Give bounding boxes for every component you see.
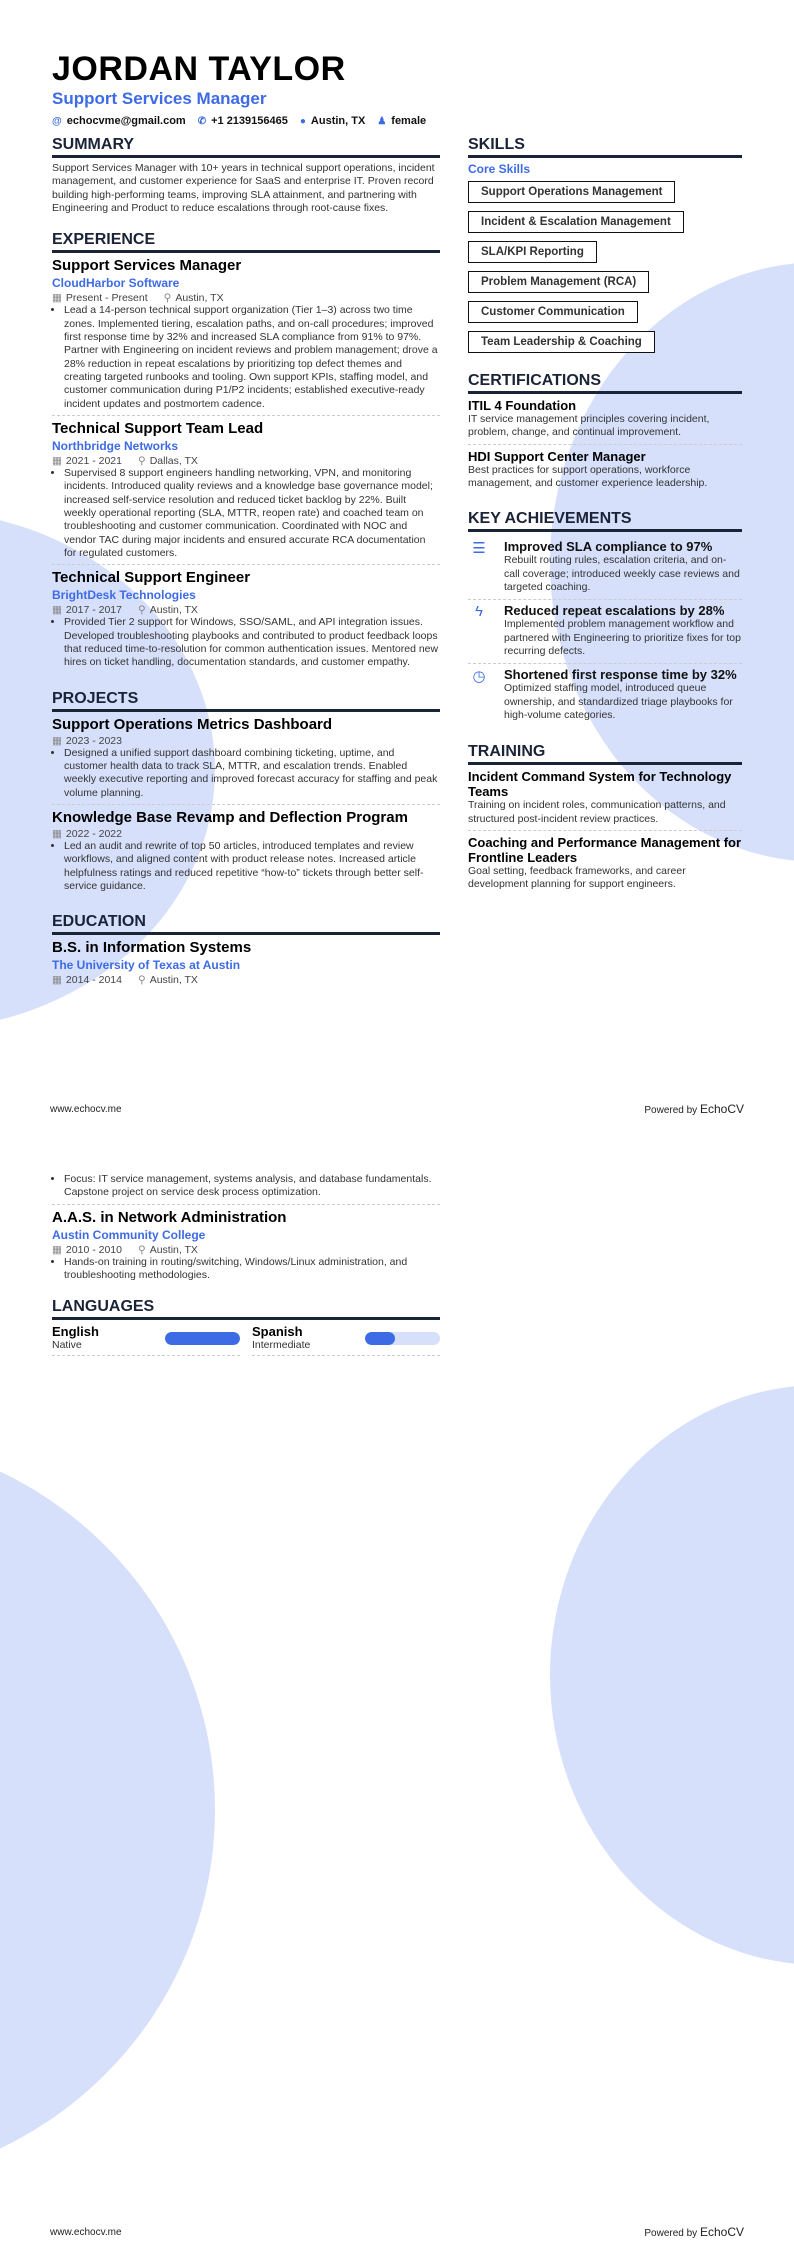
- dates: ▦ Present - Present: [52, 292, 148, 305]
- decorative-circle: [550, 1385, 794, 1965]
- experience-item: [52, 257, 440, 416]
- location: ⚲ Austin, TX: [137, 974, 198, 987]
- training-desc: Goal setting, feedback frameworks, and career development planning for support engineers.: [468, 864, 686, 891]
- dates: ▦ 2022 - 2022: [52, 827, 122, 840]
- location: ⚲ Dallas, TX: [137, 454, 198, 467]
- company: BrightDesk Technologies: [52, 588, 196, 603]
- bullet: • Hands-on training in routing/switching, Windows/Linux administration, and troubleshooting methodologies.: [64, 1256, 440, 1283]
- company: CloudHarbor Software: [52, 276, 180, 291]
- location-pin-icon: ⚲: [137, 1243, 146, 1256]
- training-name: Incident Command System for Technology Teams: [468, 769, 732, 800]
- footer-powered: [644, 2225, 744, 2239]
- dates: ▦ 2010 - 2010: [52, 1243, 122, 1256]
- location-pin-icon: ●: [299, 116, 306, 127]
- language-name: Spanish: [252, 1324, 303, 1340]
- training-name: Coaching and Performance Management for Frontline Leaders: [468, 834, 742, 865]
- certification-name: ITIL 4 Foundation: [468, 398, 577, 413]
- achievement-desc: Rebuilt routing rules, escalation criteria, and on-call coverage; introduced weekly case reviews and targeted coaching.: [504, 554, 740, 593]
- dates: ▦ 2014 - 2014: [52, 974, 122, 987]
- achievement-item: [468, 600, 742, 664]
- section-heading: CERTIFICATIONS: [468, 372, 742, 394]
- powered-by-text: Powered by: [644, 2228, 698, 2239]
- language-name: English: [52, 1324, 99, 1340]
- footer-powered: [644, 1102, 744, 1116]
- candidate-title: Support Services Manager: [52, 89, 267, 108]
- language-level: Native: [52, 1339, 82, 1352]
- education-item-continued: [52, 1173, 440, 1205]
- school: Austin Community College: [52, 1227, 206, 1242]
- language-level: Intermediate: [252, 1339, 311, 1352]
- right-column: [468, 120, 742, 898]
- location: ⚲ Austin, TX: [137, 1243, 198, 1256]
- skill-chip: Problem Management (RCA): [468, 271, 649, 293]
- left-column: [52, 120, 440, 986]
- location-pin-icon: ⚲: [137, 974, 146, 987]
- gender-text: female: [391, 115, 427, 127]
- project-item: [52, 809, 440, 897]
- skill-chip: SLA/KPI Reporting: [468, 241, 597, 263]
- location-pin-icon: ⚲: [137, 454, 146, 467]
- location: ⚲ Austin, TX: [163, 292, 224, 305]
- experience-item: [52, 569, 440, 673]
- job-title: Support Services Manager: [52, 257, 242, 275]
- footer-site[interactable]: www.echocv.me: [50, 1104, 122, 1115]
- education-item: [52, 939, 440, 986]
- training-desc: Training on incident roles, communication patterns, and structured post-incident review practices.: [468, 799, 726, 825]
- training-item: [468, 835, 742, 896]
- proficiency-bar: [165, 1332, 240, 1345]
- brand-logo: EchoCV: [699, 1102, 744, 1116]
- bullet: • Led an audit and rewrite of top 50 articles, introduced templates and review workflows, and aligned content with product release notes. Increased article helpfulness ratings and reduced repetitive “how-to” tickets through better self-service guidance.: [64, 840, 440, 893]
- section-heading: KEY ACHIEVEMENTS: [468, 510, 742, 532]
- company: Northbridge Networks: [52, 438, 179, 453]
- degree: A.A.S. in Network Administration: [52, 1208, 287, 1226]
- job-title: Technical Support Engineer: [52, 569, 251, 587]
- bullet: • Designed a unified support dashboard combining ticketing, uptime, and customer health data to track SLA, MTTR, and escalation trends. Enabled weekly executive reporting and improved forecast accuracy for staffing and peak volume planning.: [64, 747, 440, 800]
- achievement-title: Shortened first response time by 32%: [504, 667, 737, 683]
- email-text: echocvme@gmail.com: [66, 115, 186, 127]
- achievement-title: Reduced repeat escalations by 28%: [504, 603, 725, 619]
- calendar-icon: ▦: [52, 734, 62, 747]
- dates: ▦ 2017 - 2017: [52, 604, 122, 617]
- person-icon: ♟: [377, 116, 387, 127]
- training-item: [468, 769, 742, 831]
- dates: ▦ 2021 - 2021: [52, 454, 122, 467]
- phone-text: +1 2139156465: [211, 115, 288, 127]
- left-column: [52, 1173, 440, 1356]
- language-item: [252, 1324, 440, 1355]
- section-heading: TRAINING: [468, 743, 742, 765]
- section-heading: SKILLS: [468, 136, 742, 158]
- degree: B.S. in Information Systems: [52, 939, 252, 957]
- project-title: Support Operations Metrics Dashboard: [52, 715, 333, 733]
- powered-by-text: Powered by: [644, 1105, 698, 1116]
- achievement-title: Improved SLA compliance to 97%: [504, 539, 713, 555]
- phone-icon: ✆: [197, 116, 207, 127]
- certification-name: HDI Support Center Manager: [468, 448, 646, 464]
- header: [52, 52, 742, 127]
- clock-icon: ◷: [472, 668, 486, 686]
- certification-item: [468, 449, 742, 495]
- location-pin-icon: ⚲: [137, 604, 146, 617]
- decorative-circle: [0, 1435, 215, 2185]
- section-heading: EDUCATION: [52, 913, 440, 935]
- section-heading: EXPERIENCE: [52, 231, 440, 253]
- skill-chip: Customer Communication: [468, 301, 638, 323]
- bullet: • Provided Tier 2 support for Windows, SSO/SAML, and API integration issues. Developed troubleshooting playbooks and contributed to product feedback loops that reduced time-to-resolution for common authentication issues. Mentored new hires on ticket handling, documentation standards, and customer empathy.: [64, 616, 440, 669]
- project-item: [52, 716, 440, 805]
- skill-chip: Team Leadership & Coaching: [468, 331, 655, 353]
- list-icon: ☰: [472, 540, 486, 558]
- section-heading: SUMMARY: [52, 136, 440, 158]
- achievement-item: [468, 536, 742, 600]
- calendar-icon: ▦: [52, 292, 62, 305]
- section-heading: LANGUAGES: [52, 1298, 440, 1320]
- summary-text: Support Services Manager with 10+ years in technical support operations, incident management, and customer experience for SaaS and enterprise IT. Proven record building high-performing teams, improving SLA attainment, and partnering with Engineering and Product to reduce escalations through root-cause fixes.: [52, 162, 435, 214]
- job-title: Technical Support Team Lead: [52, 419, 264, 437]
- brand-logo: EchoCV: [699, 2225, 744, 2239]
- page-2: [0, 1123, 794, 2246]
- bolt-icon: ϟ: [475, 603, 483, 621]
- at-icon: @: [52, 116, 62, 127]
- location: ⚲ Austin, TX: [137, 604, 198, 617]
- certification-desc: Best practices for support operations, workforce management, and customer experience leadership.: [468, 463, 708, 489]
- calendar-icon: ▦: [52, 827, 62, 840]
- calendar-icon: ▦: [52, 1243, 62, 1256]
- bullet: • Supervised 8 support engineers handling networking, VPN, and monitoring incidents. Introduced quality reviews and a knowledge base governance model; increased self-service resolution and reduced ticket backlog by 22%. Built weekly operational reporting (SLA, MTTR, reopen rate) and coached team on troubleshooting and customer communication. Coordinated with NOC and vendor TAC during major incidents and ensured accurate RCA documentation for regulated customers.: [64, 467, 440, 560]
- certification-desc: IT service management principles covering incident, problem, change, and continual improvement.: [468, 413, 710, 439]
- skill-chip: Support Operations Management: [468, 181, 675, 203]
- language-item: [52, 1324, 240, 1355]
- proficiency-fill: [365, 1332, 395, 1345]
- certification-item: [468, 398, 742, 445]
- bullet: • Focus: IT service management, systems analysis, and database fundamentals. Capstone project on service desk process optimization.: [64, 1173, 440, 1200]
- achievement-desc: Optimized staffing model, introduced queue ownership, and standardized triage playbooks for high-volume categories.: [504, 682, 733, 721]
- achievement-item: [468, 664, 742, 727]
- section-heading: PROJECTS: [52, 690, 440, 712]
- project-title: Knowledge Base Revamp and Deflection Program: [52, 808, 408, 826]
- footer-site[interactable]: www.echocv.me: [50, 2227, 122, 2238]
- experience-item: [52, 420, 440, 565]
- skill-chip: Incident & Escalation Management: [468, 211, 684, 233]
- education-item: [52, 1209, 440, 1283]
- school: The University of Texas at Austin: [52, 958, 241, 973]
- candidate-name: JORDAN TAYLOR: [52, 50, 346, 88]
- calendar-icon: ▦: [52, 974, 62, 987]
- dates: ▦ 2023 - 2023: [52, 734, 122, 747]
- skill-group: Core Skills: [468, 162, 531, 176]
- proficiency-bar: [365, 1332, 440, 1345]
- calendar-icon: ▦: [52, 604, 62, 617]
- proficiency-fill: [165, 1332, 240, 1345]
- achievement-desc: Implemented problem management workflow and partnered with Engineering to prioritize fixes for top recurring defects.: [504, 618, 741, 657]
- calendar-icon: ▦: [52, 454, 62, 467]
- location-text: Austin, TX: [310, 115, 366, 127]
- location-pin-icon: ⚲: [163, 292, 172, 305]
- bullet: • Lead a 14-person technical support organization (Tier 1–3) across two time zones. Implemented tiering, escalation paths, and on-call procedures; improved first response time by 32% and increased SLA compliance from 91% to 97%. Partner with Engineering on incident reviews and problem management; drove a 28% reduction in repeat escalations by prioritizing top defect themes and creating targeted runbooks and tooling. Own support KPIs, staffing model, and customer communication during P1/P2 incidents; established executive-ready incident updates and postmortem cadence.: [64, 304, 440, 411]
